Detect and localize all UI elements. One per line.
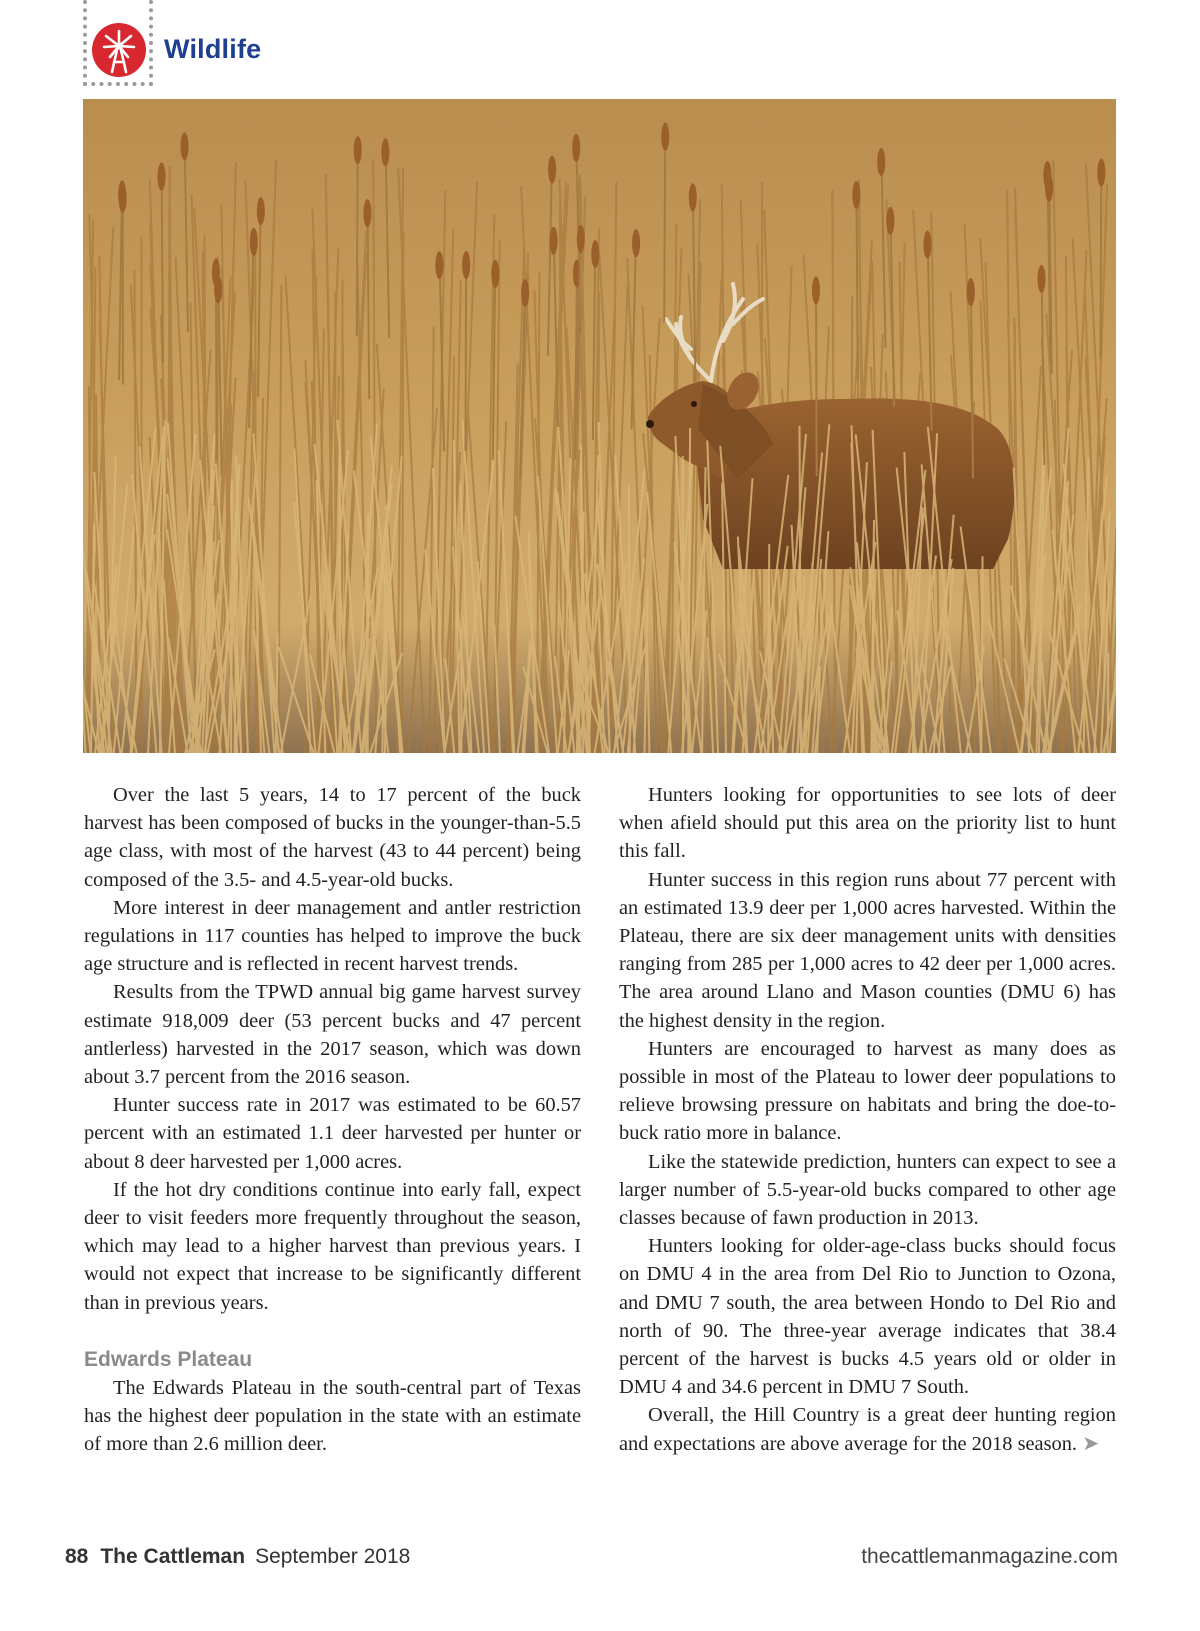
- paragraph: Hunters looking for opportunities to see lots of deer when afield should put this area on the priority list to hunt this fall.: [619, 784, 1116, 863]
- paragraph: Hunter success in this region runs about 77 percent with an estimated 13.9 deer per 1,000 acres harvested. Within the Plateau, there are six deer management units with densities ranging from 285 per 1,000 acres to 42 deer per 1,000 acres. The area around Llano and Mason counties (DMU 6) has the highest density in the region.: [619, 868, 1116, 1032]
- paragraph: Like the statewide prediction, hunters can expect to see a larger number of 5.5-year-old bucks compared to other age classes because of fawn production in 2013.: [619, 1150, 1116, 1230]
- windmill-icon: [91, 22, 147, 78]
- article-column-right: [619, 781, 1116, 1458]
- paragraph: More interest in deer management and antler restriction regulations in 117 counties has helped to improve the buck age structure and is reflected in recent harvest trends.: [84, 896, 581, 976]
- paragraph: Hunters are encouraged to harvest as many does as possible in most of the Plateau to lower deer populations to relieve browsing pressure on habitats and bring the doe-to-buck ratio more in balance.: [619, 1037, 1116, 1145]
- page-footer: [65, 1545, 1118, 1575]
- final-text: Overall, the Hill Country is a great deer hunting region and expectations are above average for the 2018 season.: [619, 1404, 1116, 1455]
- paragraph: If the hot dry conditions continue into early fall, expect deer to visit feeders more frequently throughout the season, which may lead to a higher harvest than previous years. I would not expect that increase to be significantly different than in previous years.: [84, 1178, 581, 1314]
- paragraph-final: [619, 1401, 1116, 1457]
- footer-left: [65, 1545, 410, 1569]
- subheading-edwards-plateau: Edwards Plateau: [84, 1347, 253, 1371]
- issue-date: September 2018: [255, 1545, 411, 1568]
- deer-photo: [83, 99, 1116, 753]
- section-label: Wildlife: [164, 34, 262, 64]
- paragraph: Hunter success rate in 2017 was estimated to be 60.57 percent with an estimated 1.1 deer harvested per hunter or about 8 deer harvested per 1,000 acres.: [84, 1094, 581, 1173]
- continue-arrow-icon: ➤: [1082, 1432, 1100, 1455]
- magazine-name: The Cattleman: [100, 1545, 246, 1568]
- paragraph: Over the last 5 years, 14 to 17 percent of the buck harvest has been composed of bucks in the younger-than-5.5 age class, with most of the harvest (43 to 44 percent) being composed of the 3.5- and 4.5-year-old bucks.: [84, 784, 581, 891]
- page-number: 88: [65, 1545, 89, 1568]
- paragraph: The Edwards Plateau in the south-central part of Texas has the highest deer population in the state with an estimate of more than 2.6 million deer.: [84, 1376, 581, 1456]
- article-column-left: [84, 781, 581, 1458]
- paragraph: Results from the TPWD annual big game harvest survey estimate 918,009 deer (53 percent bucks and 47 percent antlerless) harvested in the 2017 season, which was down about 3.7 percent from the 2016 season.: [84, 981, 581, 1089]
- paragraph: Hunters looking for older-age-class bucks should focus on DMU 4 in the area from Del Rio to Junction to Ozona, and DMU 7 south, the area between Hondo to Del Rio and north of 90. The three-year average indicates that 38.4 percent of the harvest is bucks 4.5 years old or older in DMU 4 and 34.6 percent in DMU 7 South.: [619, 1235, 1116, 1399]
- website-url: thecattlemanmagazine.com: [861, 1545, 1118, 1568]
